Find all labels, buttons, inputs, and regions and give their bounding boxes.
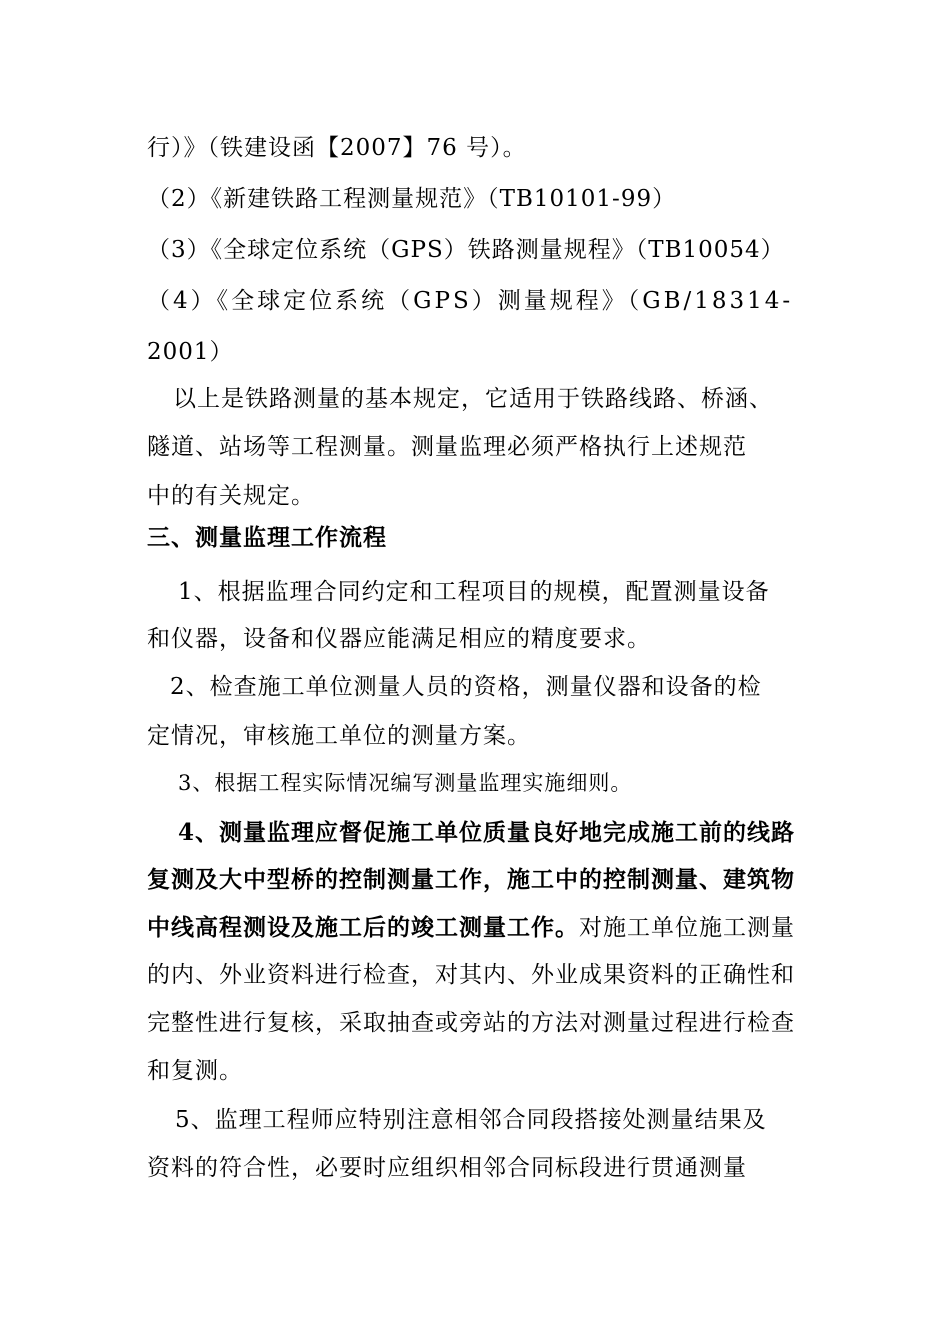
text-line-12: 2、检查施工单位测量人员的资格，测量仪器和设备的检 bbox=[170, 674, 762, 700]
text-line-13: 定情况，审核施工单位的测量方案。 bbox=[147, 723, 531, 749]
text-line-7: 隧道、站场等工程测量。测量监理必须严格执行上述规范 bbox=[147, 434, 747, 460]
text-line-21: 5、监理工程师应特别注意相邻合同段搭接处测量结果及 bbox=[175, 1107, 767, 1133]
text-line-18: 的内、外业资料进行检查，对其内、外业成果资料的正确性和 bbox=[147, 962, 795, 988]
text-line-14: 3、根据工程实际情况编写测量监理实施细则。 bbox=[178, 771, 633, 795]
text-line-19: 完整性进行复核，采取抽查或旁站的方法对测量过程进行检查 bbox=[147, 1010, 795, 1036]
text-line-22: 资料的符合性，必要时应组织相邻合同标段进行贯通测量 bbox=[147, 1155, 747, 1181]
text-line-10: 1、根据监理合同约定和工程项目的规模，配置测量设备 bbox=[178, 579, 770, 605]
text-line-11: 和仪器，设备和仪器应能满足相应的精度要求。 bbox=[147, 626, 651, 652]
text-line-17 bbox=[147, 913, 795, 943]
text-line-8: 中的有关规定。 bbox=[147, 483, 315, 509]
text-line-3: （3）《全球定位系统（GPS）铁路测量规程》（TB10054） bbox=[147, 237, 785, 263]
text-line-1: 行）》（铁建设函【2007】76 号）。 bbox=[147, 135, 527, 161]
text-line-16-bold: 复测及大中型桥的控制测量工作，施工中的控制测量、建筑物 bbox=[147, 866, 795, 893]
text-line-17-normal-part: 对施工单位施工测量 bbox=[579, 915, 795, 941]
text-line-2: （2）《新建铁路工程测量规范》（TB10101-99） bbox=[147, 186, 677, 212]
text-line-4: （4）《全球定位系统（GPS）测量规程》（GB/18314- bbox=[147, 288, 794, 314]
text-line-5: 2001） bbox=[147, 339, 234, 365]
text-line-20: 和复测。 bbox=[147, 1058, 243, 1084]
section-heading: 三、测量监理工作流程 bbox=[147, 524, 387, 551]
text-line-17-bold-part: 中线高程测设及施工后的竣工测量工作。 bbox=[147, 914, 579, 941]
text-line-6: 以上是铁路测量的基本规定，它适用于铁路线路、桥涵、 bbox=[173, 386, 773, 412]
text-line-15-bold: 4、测量监理应督促施工单位质量良好地完成施工前的线路 bbox=[178, 819, 796, 846]
